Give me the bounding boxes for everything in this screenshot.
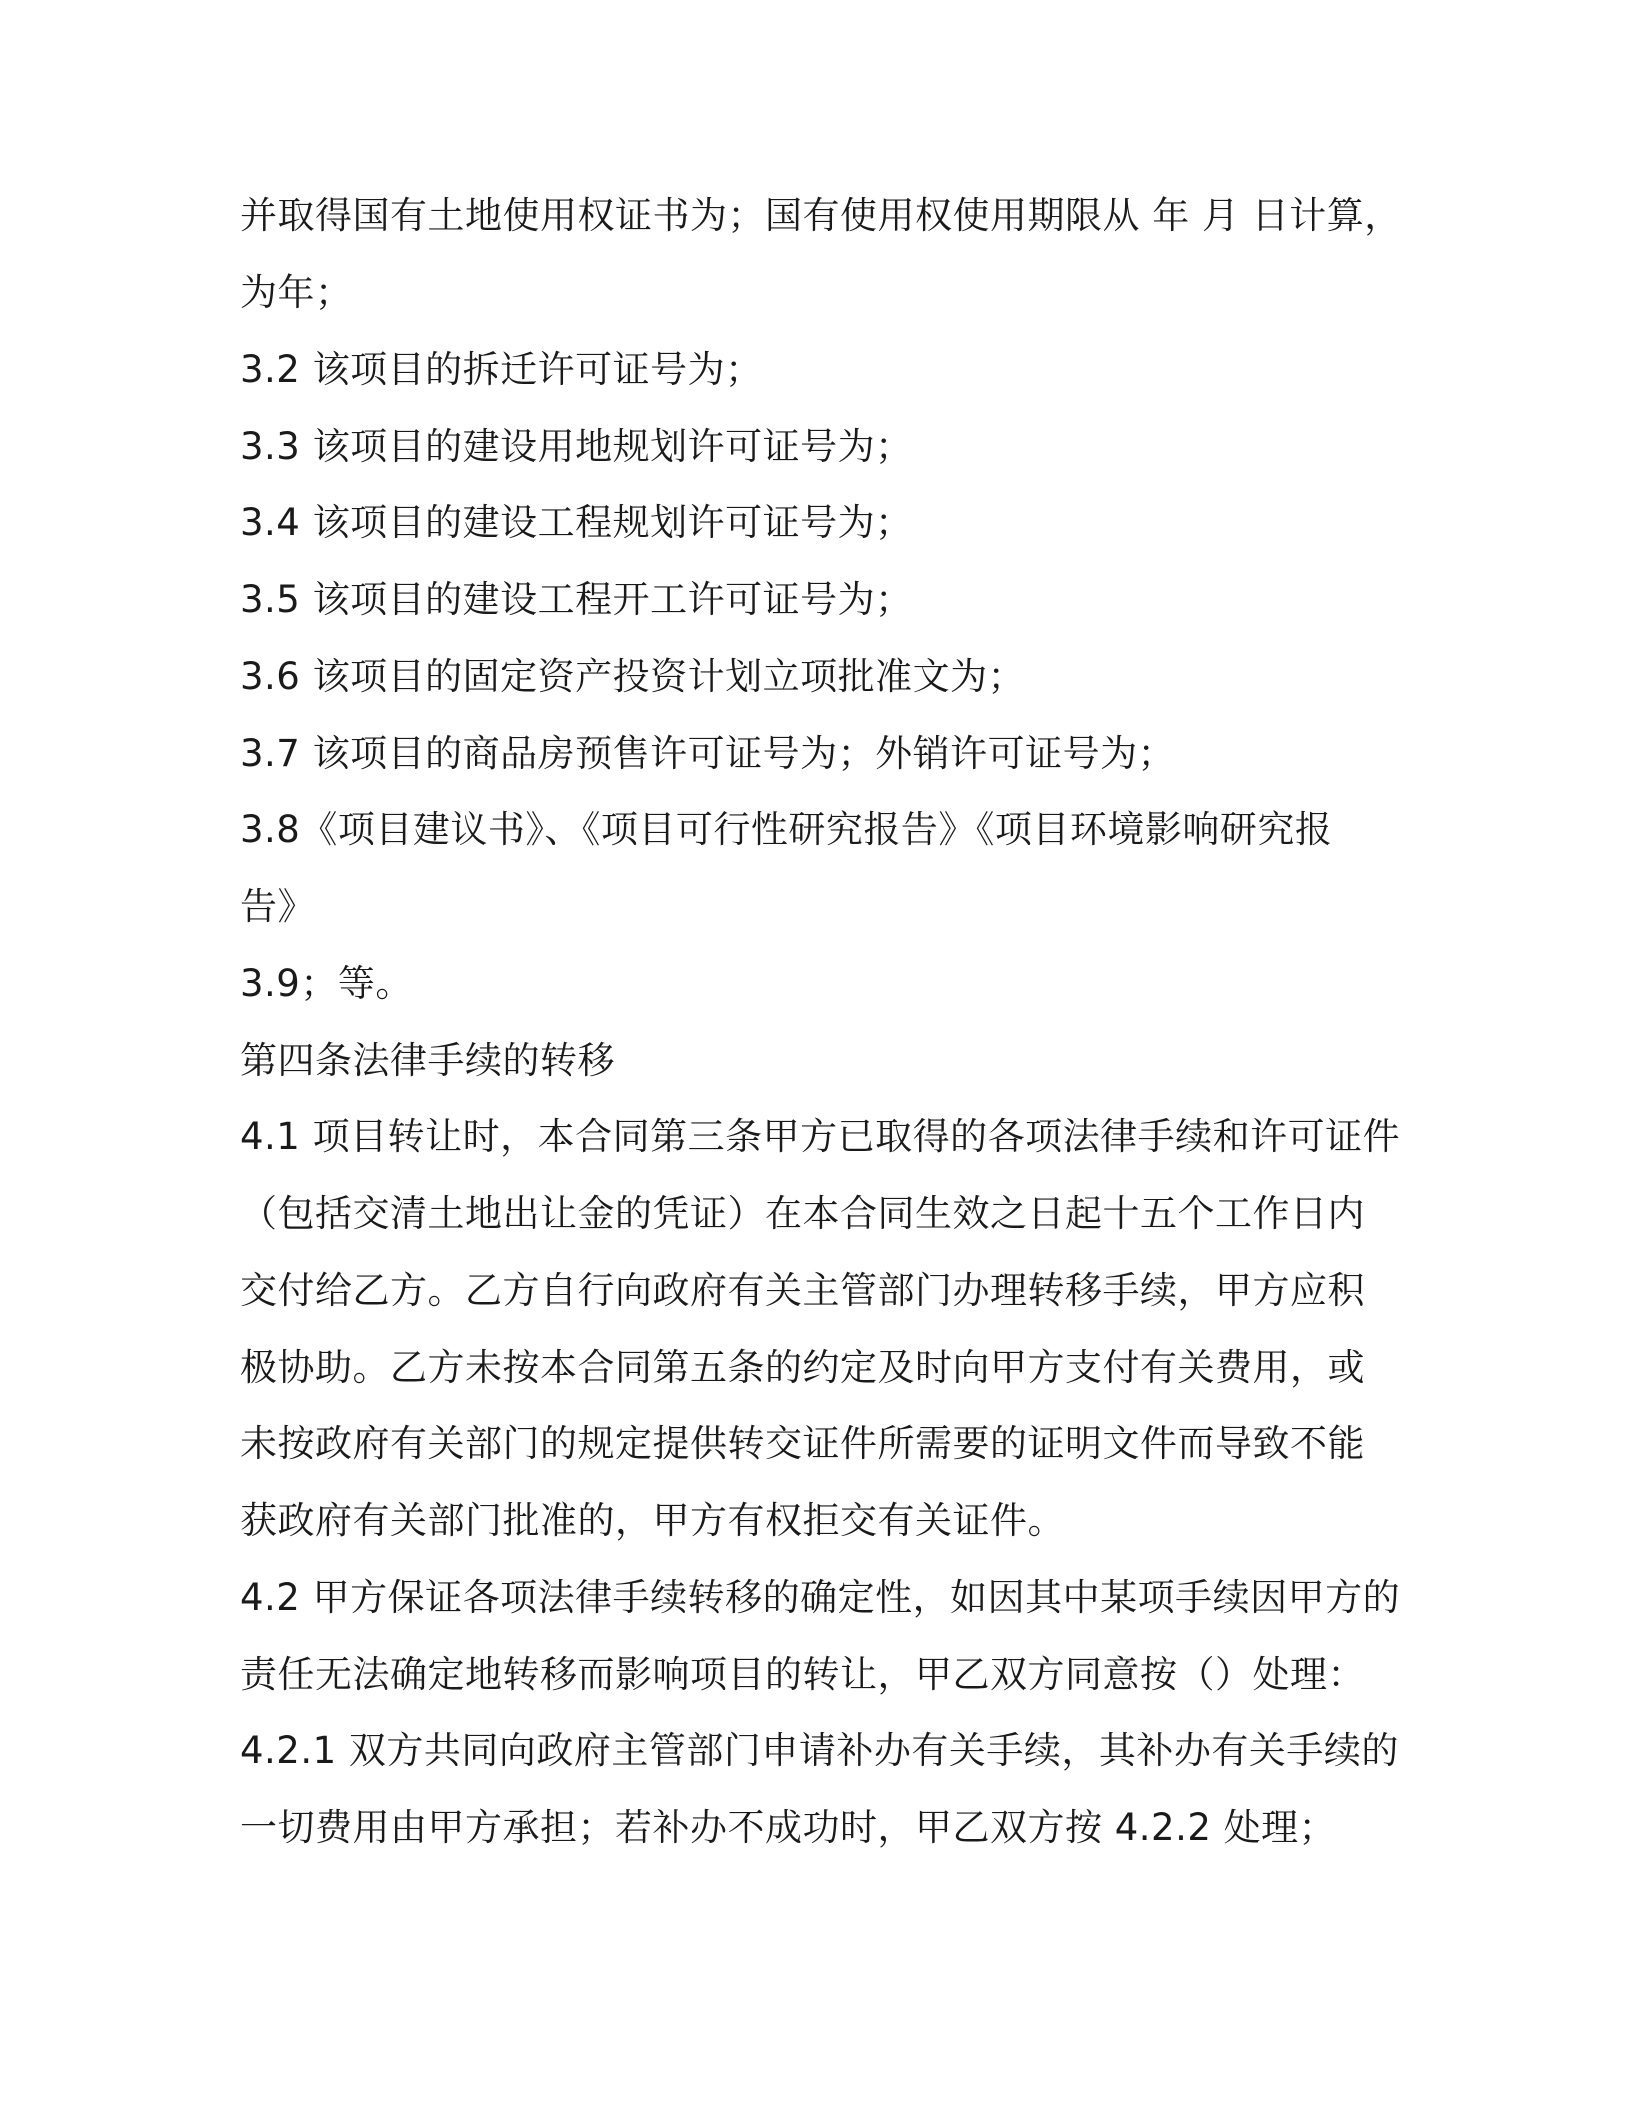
text-line: 4.1 项目转让时，本合同第三条甲方已取得的各项法律手续和许可证件 bbox=[240, 1115, 1401, 1158]
text-line: 告》 bbox=[240, 885, 315, 928]
text-line: 3.6 该项目的固定资产投资计划立项批准文为； bbox=[240, 655, 1026, 698]
text-line: 责任无法确定地转移而影响项目的转让，甲乙双方同意按（）处理： bbox=[240, 1653, 1365, 1696]
text-line: 并取得国有土地使用权证书为；国有使用权使用期限从 年 月 日计算， bbox=[240, 194, 1402, 237]
text-line: 3.9；等。 bbox=[240, 962, 413, 1005]
text-line: 交付给乙方。乙方自行向政府有关主管部门办理转移手续，甲方应积 bbox=[240, 1269, 1365, 1312]
text-line: 4.2 甲方保证各项法律手续转移的确定性，如因其中某项手续因甲方的 bbox=[240, 1576, 1401, 1619]
section-heading: 第四条法律手续的转移 bbox=[240, 1039, 615, 1082]
text-line: 为年； bbox=[240, 271, 353, 314]
text-line: 3.8《项目建议书》、《项目可行性研究报告》《项目环境影响研究报 bbox=[240, 808, 1333, 851]
text-line: 3.2 该项目的拆迁许可证号为； bbox=[240, 348, 763, 391]
text-line: 一切费用由甲方承担；若补办不成功时，甲乙双方按 4.2.2 处理； bbox=[240, 1806, 1337, 1849]
text-line: 4.2.1 双方共同向政府主管部门申请补办有关手续，其补办有关手续的 bbox=[240, 1729, 1399, 1772]
text-line: 3.7 该项目的商品房预售许可证号为；外销许可证号为； bbox=[240, 732, 1176, 775]
text-line: 获政府有关部门批准的，甲方有权拒交有关证件。 bbox=[240, 1499, 1065, 1542]
text-line: 3.3 该项目的建设用地规划许可证号为； bbox=[240, 425, 913, 468]
text-line: 3.4 该项目的建设工程规划许可证号为； bbox=[240, 501, 913, 544]
text-line: 3.5 该项目的建设工程开工许可证号为； bbox=[240, 578, 913, 621]
text-line: 未按政府有关部门的规定提供转交证件所需要的证明文件而导致不能 bbox=[240, 1422, 1365, 1465]
text-line: （包括交清土地出让金的凭证）在本合同生效之日起十五个工作日内 bbox=[240, 1192, 1365, 1235]
text-line: 极协助。乙方未按本合同第五条的约定及时向甲方支付有关费用，或 bbox=[240, 1346, 1365, 1389]
